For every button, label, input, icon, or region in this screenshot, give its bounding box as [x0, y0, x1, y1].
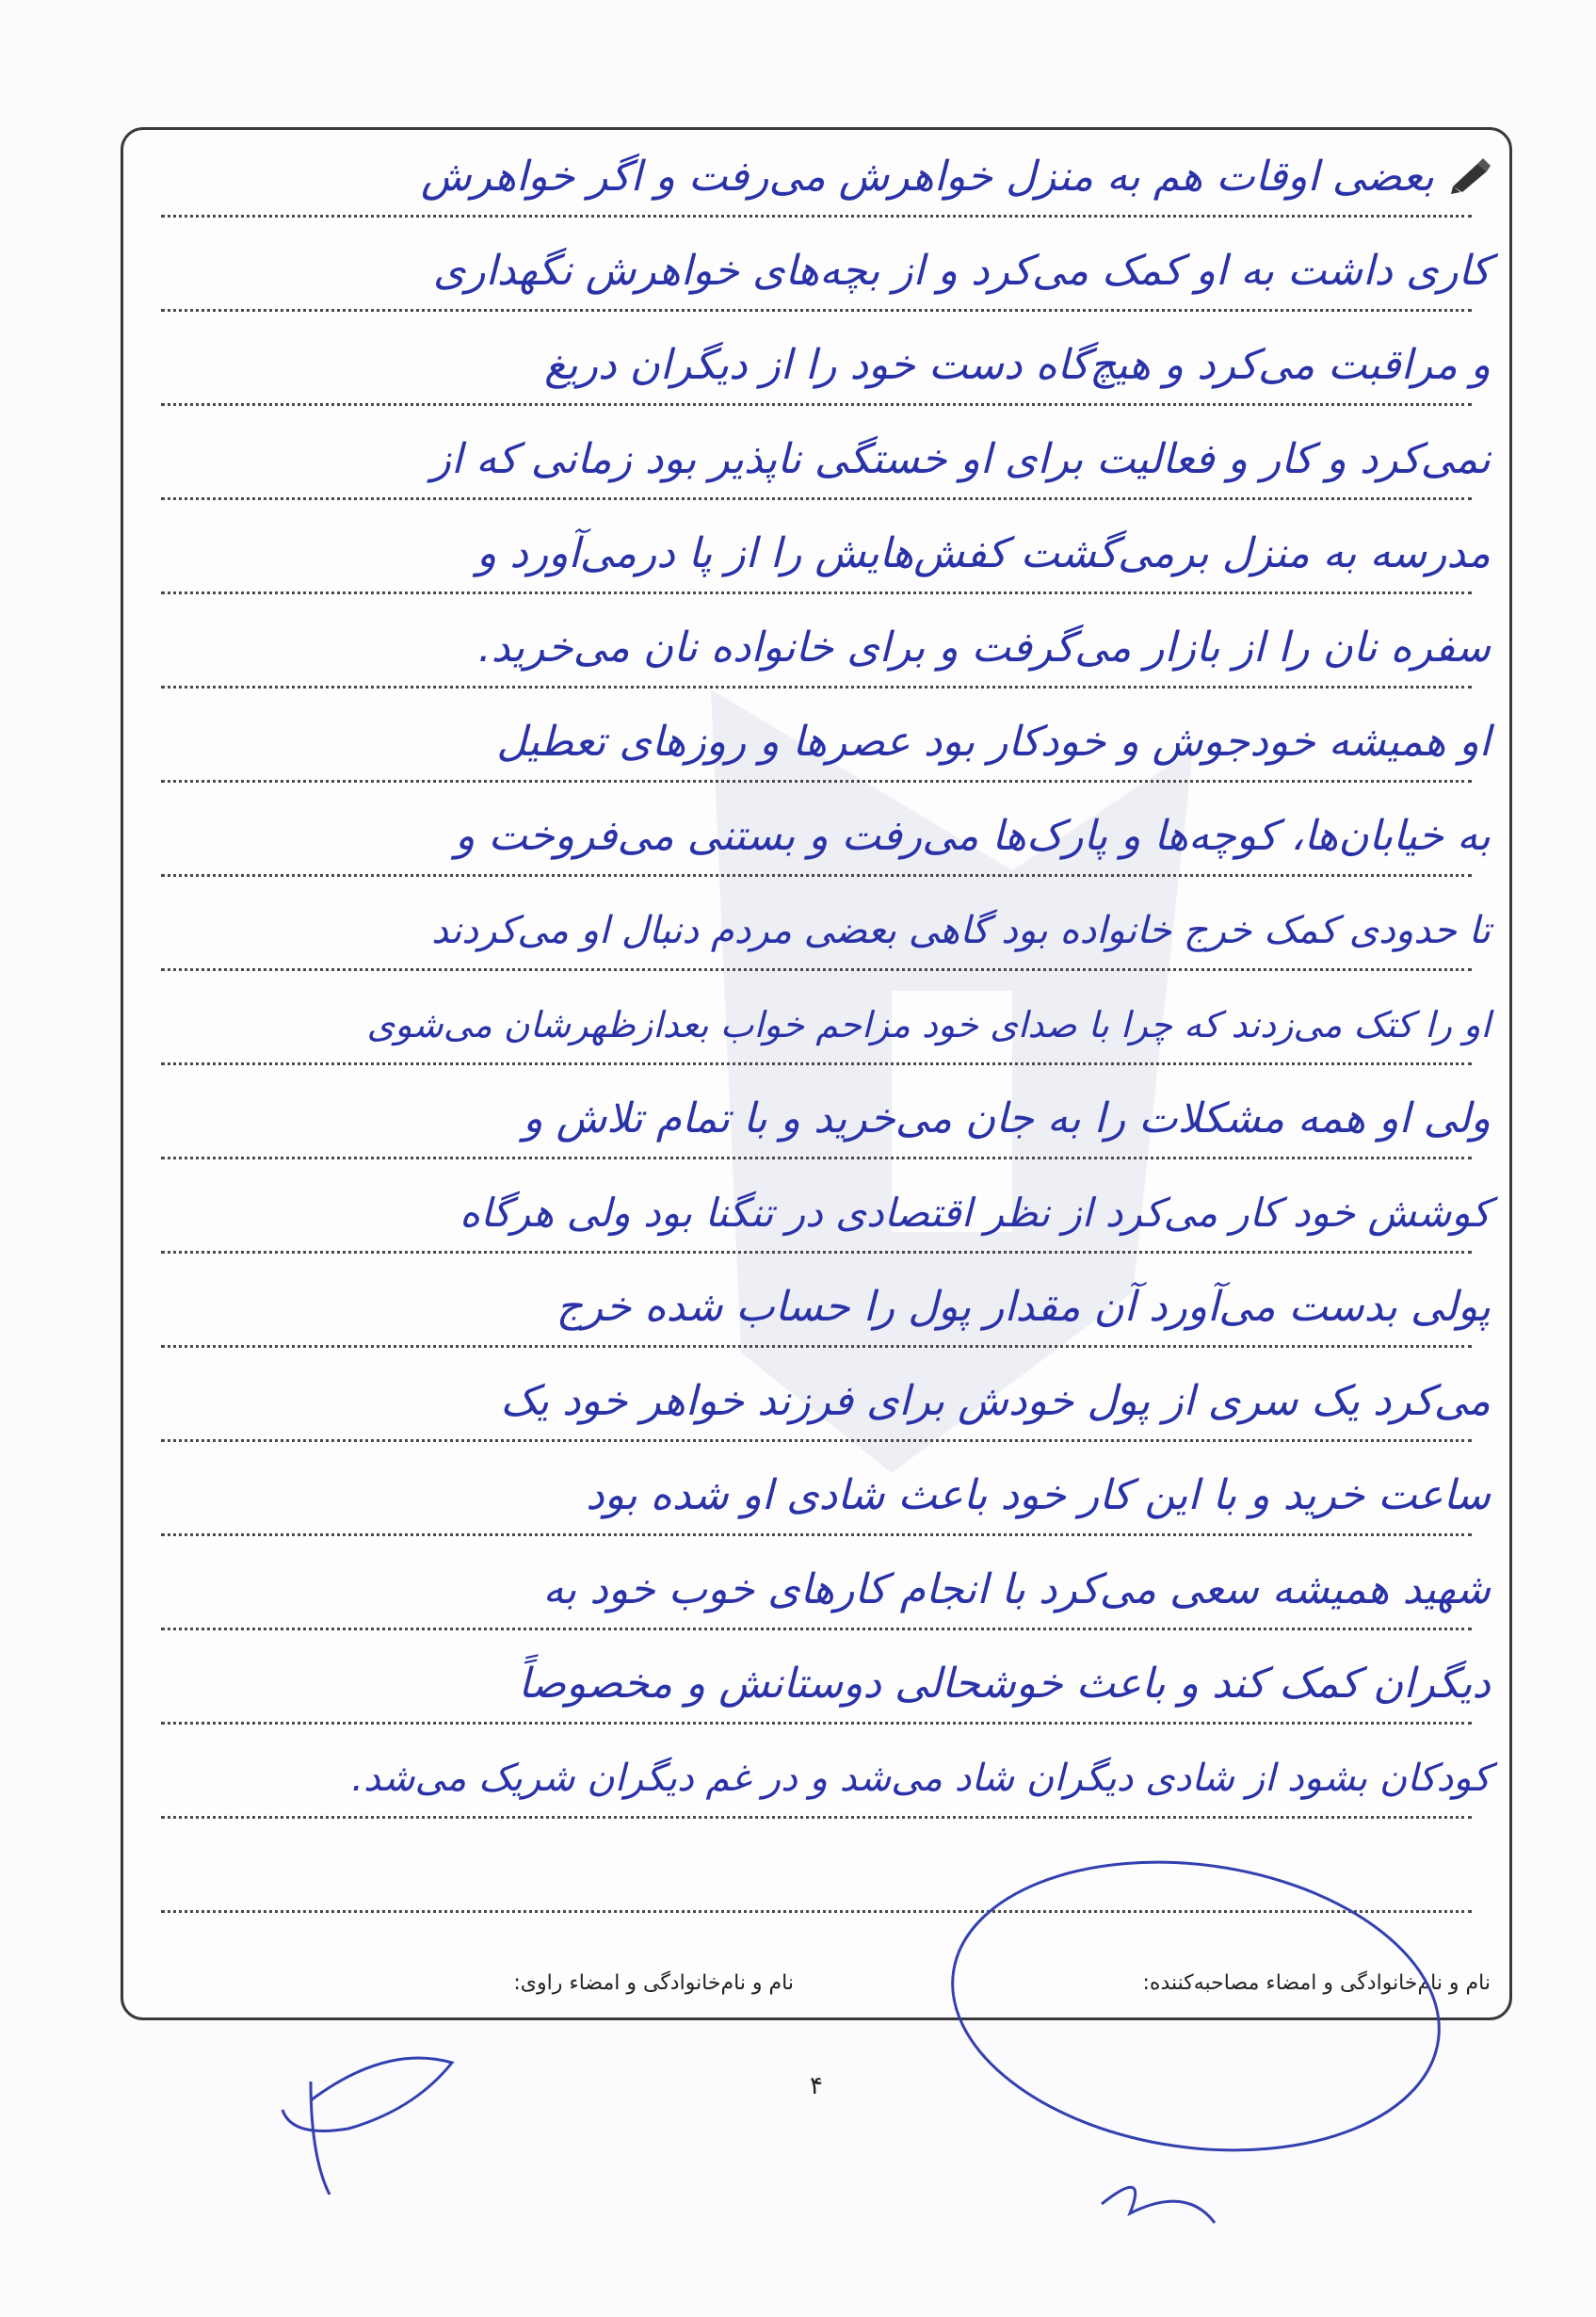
- narrator-signature: [273, 2025, 490, 2204]
- handwritten-line: ساعت خرید و با این کار خود باعث شادی او شده بود: [586, 1471, 1491, 1519]
- handwritten-line: او همیشه خودجوش و خودکار بود عصرها و روزهای تعطیل: [496, 718, 1491, 766]
- handwritten-line: بعضی اوقات هم به منزل خواهرش می‌رفت و اگر خواهرش: [420, 153, 1434, 201]
- handwritten-line: کاری داشت به او کمک می‌کرد و از بچه‌های خواهرش نگهداری: [432, 247, 1491, 295]
- page-number: ۴: [810, 2072, 823, 2100]
- handwritten-line: تا حدودی کمک خرج خانواده بود گاهی بعضی مردم دنبال او می‌کردند: [431, 909, 1491, 952]
- handwritten-line: و مراقبت می‌کرد و هیچ‌گاه دست خود را از دیگران دریغ: [544, 341, 1491, 389]
- handwritten-line: دیگران کمک کند و باعث خوشحالی دوستانش و مخصوصاً: [518, 1660, 1491, 1708]
- handwritten-line: او را کتک می‌زدند که چرا با صدای خود مزاحم خواب بعدازظهرشان می‌شوی: [366, 1004, 1491, 1045]
- interviewer-signature-label: نام و نام‌خانوادگی و امضاء مصاحبه‌کننده:: [1142, 1971, 1491, 1995]
- handwritten-line: سفره نان را از بازار می‌گرفت و برای خانواده نان می‌خرید.: [477, 624, 1491, 672]
- handwritten-line: نمی‌کرد و کار و فعالیت برای او خستگی ناپذیر بود زمانی که از: [430, 435, 1491, 483]
- narrator-signature-label: نام و نام‌خانوادگی و امضاء راوی:: [513, 1971, 794, 1995]
- handwritten-line: کوشش خود کار می‌کرد از نظر اقتصادی در تنگنا بود ولی هرگاه: [459, 1190, 1491, 1236]
- handwritten-line: به خیابان‌ها، کوچه‌ها و پارک‌ها می‌رفت و بستنی می‌فروخت و: [455, 812, 1491, 860]
- page-frame: [121, 127, 1512, 2020]
- handwritten-line: شهید همیشه سعی می‌کرد با انجام کارهای خوب خود به: [542, 1565, 1491, 1613]
- interviewer-signature: [932, 1846, 1459, 2242]
- handwritten-line: کودکان بشود از شادی دیگران شاد می‌شد و در غم دیگران شریک می‌شد.: [351, 1757, 1491, 1800]
- handwritten-line: مدرسه به منزل برمی‌گشت کفش‌هایش را از پا درمی‌آورد و: [476, 529, 1491, 577]
- handwritten-line: پولی بدست می‌آورد آن مقدار پول را حساب شده خرج: [556, 1283, 1491, 1331]
- handwritten-line: می‌کرد یک سری از پول خودش برای فرزند خواهر خود یک: [500, 1377, 1491, 1425]
- handwritten-line: ولی او همه مشکلات را به جان می‌خرید و با تمام تلاش و: [523, 1094, 1491, 1142]
